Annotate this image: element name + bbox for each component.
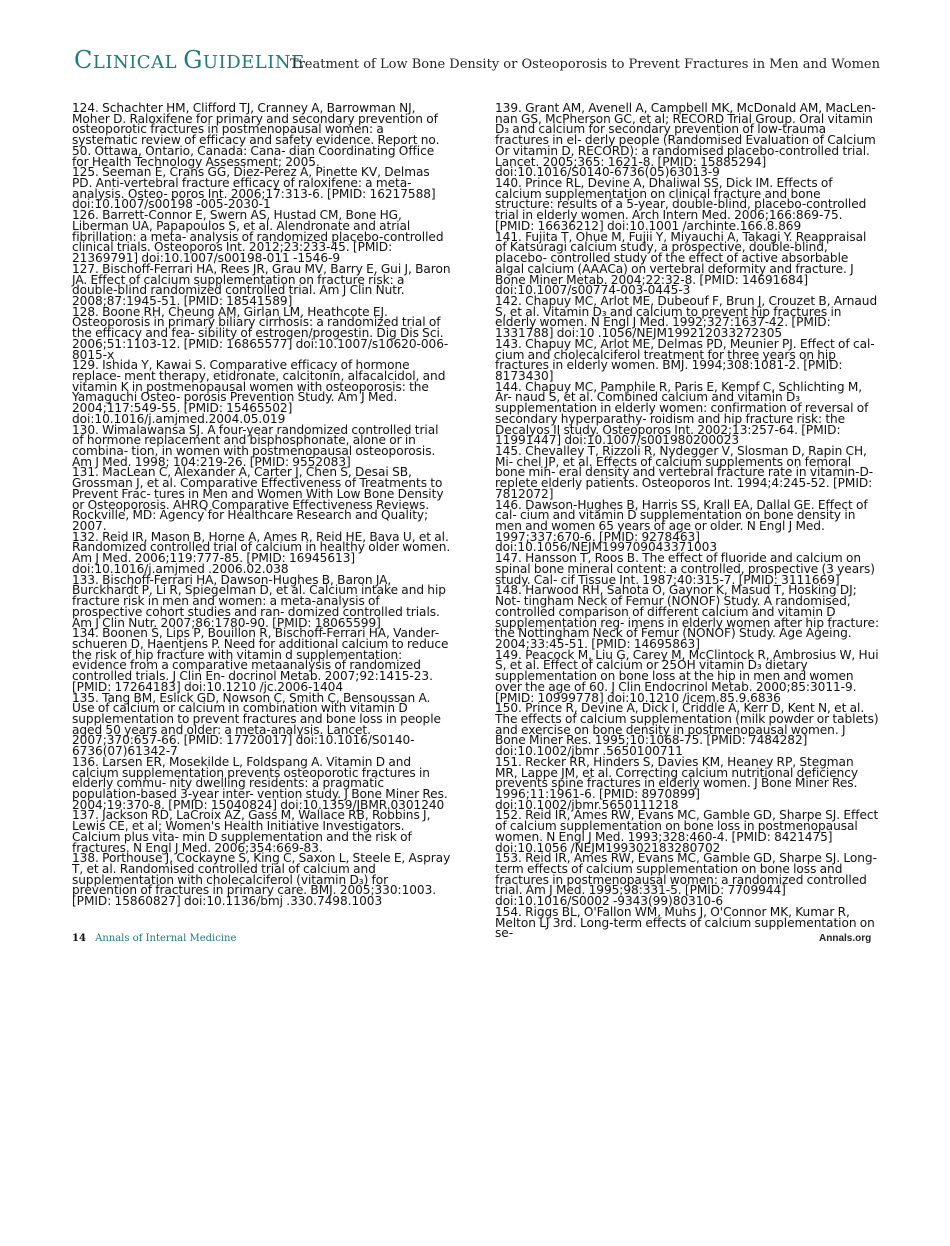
reference-entry: 131. MacLean C, Alexander A, Carter J, Chen S, Desai SB, Grossman J, et al. Comparative Effectiveness of Treatments to Prevent Frac- tures in Men and Women With Low Bone Density or Osteoporosis. AHRQ Comparative Effectiveness Reviews. Rockville, MD: Agency for Healthcare Research and Quality; 2007. [72,465,444,534]
reference-entry: 129. Ishida Y, Kawai S. Comparative efficacy of hormone replace- ment therapy, etidronate, calcitonin, alfacalcidol, and vitamin K in postmenopausal women with osteoporosis: the Yamaguchi Osteo- porosis Prevention Study. Am J Med. 2004;117:549-55. [PMID: 15465502] doi:10.1016/j.amjmed.2004.05.019 [72,358,446,426]
reference-entry: 125. Seeman E, Crans GG, Diez-Perez A, Pinette KV, Delmas PD. Anti-vertebral fracture efficacy of raloxifene: a meta-analysis. Osteo- poros Int. 2006;17:313-6. [PMID: 16217588] doi:10.1007/s00198 -005-2030-1 [72,165,436,212]
running-title: Treatment of Low Bone Density or Osteoporosis to Prevent Fractures in Men and Women [289,57,880,72]
reference-entry: 153. Reid IR, Ames RW, Evans MC, Gamble GD, Sharpe SJ. Long- term effects of calcium supplementation on bone loss and fractures in postmenopausal women: a randomized controlled trial. Am J Med. 1995;98:331-5. [PMID: 7709944] doi:10.1016/S0002 -9343(99)80310-6 [495,851,877,909]
reference-entry: 138. Porthouse J, Cockayne S, King C, Saxon L, Steele E, Aspray T, et al. Randomised controlled trial of calcium and supplementation with cholecalciferol (vitamin D₃) for prevention of fractures in primary care. BMJ. 2005;330:1003. [PMID: 15860827] doi:10.1136/bmj .330.7498.1003 [72,851,451,909]
reference-entry: 144. Chapuy MC, Pamphile R, Paris E, Kempf C, Schlichting M, Ar- naud S, et al. Combined calcium and vitamin D₃ supplementation in elderly women: confirmation of reversal of secondary hyperparathy- roidism and hip fracture risk: the Decalyos II study. Osteoporos Int. 2002;13:257-64. [PMID: 11991447] doi:10.1007/s001980200023 [495,379,869,448]
section-title [74,46,305,74]
page-footer [72,933,452,944]
reference-entry: 152. Reid IR, Ames RW, Evans MC, Gamble GD, Sharpe SJ. Effect of calcium supplementation on bone loss in postmenopausal women. N Engl J Med. 1993;328:460-4. [PMID: 8421475] doi:10.1056 /NEJM199302183280702 [495,808,879,855]
title-part-2: UIDELINE [202,52,305,73]
reference-entry: 142. Chapuy MC, Arlot ME, Dubeouf F, Brun J, Crouzet B, Arnaud S, et al. Vitamin D₃ and calcium to prevent hip fractures in elderly women. N Engl J Med. 1992;327:1637-42. [PMID: 1331788] doi:10 .1056/NEJM199212033272305 [495,293,878,341]
page-header [74,46,880,86]
reference-entry: 126. Barrett-Connor E, Swern AS, Hustad CM, Bone HG, Liberman UA, Papapoulos S, et al. Alendronate and atrial fibrillation: a meta- analysis of randomized placebo-controlled clinical trials. Osteoporos Int. 2012;23:233-45. [PMID: 21369791] doi:10.1007/s00198-011 -1546-9 [72,208,444,266]
reference-entry: 137. Jackson RD, LaCroix AZ, Gass M, Wallace RB, Robbins J, Lewis CE, et al; Women's Health Initiative Investigators. Calcium plus vita- min D supplementation and the risk of fractures. N Engl J Med. 2006;354:669-83. [72,808,431,855]
title-part-1: LINICAL [92,52,184,73]
title-initial-g: G [183,46,203,74]
reference-entry: 127. Bischoff-Ferrari HA, Rees JR, Grau MV, Barry E, Gui J, Baron JA. Effect of calcium supplementation on fracture risk: a double-blind randomized controlled trial. Am J Clin Nutr. 2008;87:1945-51. [PMID: 18541589] [72,261,451,308]
reference-entry: 145. Chevalley T, Rizzoli R, Nydegger V, Slosman D, Rapin CH, Mi- chel JP, et al. Effects of calcium supplements on femoral bone min- eral density and vertebral fracture rate in vitamin-D-replete elderly patients. Osteoporos Int. 1994;4:245-52. [PMID: 7812072] [495,444,874,501]
site-url: Annals.org [819,933,872,944]
reference-entry: 151. Recker RR, Hinders S, Davies KM, Heaney RP, Stegman MR, Lappe JM, et al. Correcting calcium nutritional deficiency prevents spine fractures in elderly women. J Bone Miner Res. 1996;11:1961-6. [PMID: 8970899] doi:10.1002/jbmr.5650111218 [495,754,859,812]
reference-entry: 133. Bischoff-Ferrari HA, Dawson-Hughes B, Baron JA, Burckhardt P, Li R, Spiegelman D, et al. Calcium intake and hip fracture risk in men and women: a meta-analysis of prospective cohort studies and ran- domized controlled trials. Am J Clin Nutr. 2007;86:1780-90. [PMID: 18065599] [72,572,446,630]
title-initial-c: C [74,46,93,74]
reference-entry: 136. Larsen ER, Mosekilde L, Foldspang A. Vitamin D and calcium supplementation prevents osteoporotic fractures in elderly commu- nity dwelling residents: a pragmatic population-based 3-year inter- vention study. J Bone Miner Res. 2004;19:370-8. [PMID: 15040824] doi:10.1359/JBMR.0301240 [72,754,448,812]
reference-entry: 130. Wimalawansa SJ. A four-year randomized controlled trial of hormone replacement and bisphosphonate, alone or in combina- tion, in women with postmenopausal osteoporosis. Am J Med. 1998; 104:219-26. [PMID: 9552083] [72,422,439,469]
reference-entry: 146. Dawson-Hughes B, Harris SS, Krall EA, Dallal GE. Effect of cal- cium and vitamin D supplementation on bone density in men and women 65 years of age or older. N Engl J Med. 1997;337:670-6. [PMID: 9278463] doi:10.1056/NEJM199709043371003 [495,497,868,555]
reference-entry: 141. Fujita T, Ohue M, Fujii Y, Miyauchi A, Takagi Y. Reappraisal of Katsuragi calcium study, a prospective, double-blind, placebo- controlled study of the effect of active absorbable algal calcium (AAACa) on vertebral deformity and fracture. J Bone Miner Metab. 2004;22:32-8. [PMID: 14691684] doi:10.1007/s00774-003-0445-3 [495,229,867,298]
reference-entry: 134. Boonen S, Lips P, Bouillon R, Bischoff-Ferrari HA, Vander- schueren D, Haentjens P. Need for additional calcium to reduce the risk of hip fracture with vitamin d supplementation: evidence from a comparative metaanalysis of randomized controlled trials. J Clin En- docrinol Metab. 2007;92:1415-23. [PMID: 17264183] doi:10.1210 /jc.2006-1404 [72,626,449,694]
reference-entry: 154. Riggs BL, O'Fallon WM, Muhs J, O'Connor MK, Kumar R, Melton LJ 3rd. Long-term effects of calcium supplementation on se- [495,904,875,941]
references-left-column [72,103,452,907]
reference-entry: 150. Prince R, Devine A, Dick I, Criddle A, Kerr D, Kent N, et al. The effects of calcium supplementation (milk powder or tablets) and exercise on bone density in postmenopausal women. J Bone Miner Res. 1995;10:1068-75. [PMID: 7484282] doi:10.1002/jbmr .5650100711 [495,701,879,759]
reference-entry: 143. Chapuy MC, Arlot ME, Delmas PD, Meunier PJ. Effect of cal- cium and cholecalciferol treatment for three years on hip fractures in elderly women. BMJ. 1994;308:1081-2. [PMID: 8173430] [495,336,875,383]
reference-entry: 140. Prince RL, Devine A, Dhaliwal SS, Dick IM. Effects of calcium supplementation on clinical fracture and bone structure: results of a 5-year, double-blind, placebo-controlled trial in elderly women. Arch Intern Med. 2006;166:869-75. [PMID: 16636212] doi:10.1001 /archinte.166.8.869 [495,176,867,233]
reference-entry: 135. Tang BM, Eslick GD, Nowson C, Smith C, Bensoussan A. Use of calcium or calcium in combination with vitamin D supplementation to prevent fractures and bone loss in people aged 50 years and older: a meta-analysis. Lancet. 2007;370:657-66. [PMID: 17720017] doi:10.1016/S0140-6736(07)61342-7 [72,690,441,759]
reference-entry: 149. Peacock M, Liu G, Carey M, McClintock R, Ambrosius W, Hui S, et al. Effect of calcium or 25OH vitamin D₃ dietary supplementation on bone loss at the hip in men and women over the age of 60. J Clin Endocrinol Metab. 2000;85:3011-9. [PMID: 10999778] doi:10.1210 /jcem.85.9.6836 [495,647,879,705]
reference-entry: 132. Reid IR, Mason B, Horne A, Ames R, Reid HE, Bava U, et al. Randomized controlled trial of calcium in healthy older women. Am J Med. 2006;119:777-85. [PMID: 16945613] doi:10.1016/j.amjmed .2006.02.038 [72,529,451,576]
references-right-column [495,103,879,939]
reference-entry: 124. Schachter HM, Clifford TJ, Cranney A, Barrowman NJ, Moher D. Raloxifene for primary and secondary prevention of osteoporotic fractures in postmenopausal women: a systematic review of efficacy and safety evidence. Report no. 50. Ottawa, Ontario, Canada: Cana- dian Coordinating Office for Health Technology Assessment; 2005. [72,101,440,169]
reference-entry: 139. Grant AM, Avenell A, Campbell MK, McDonald AM, MacLen- nan GS, McPherson GC, et al; RECORD Trial Group. Oral vitamin D₃ and calcium for secondary prevention of low-trauma fractures in el- derly people (Randomised Evaluation of Calcium Or vitamin D, RECORD): a randomised placebo-controlled trial. Lancet. 2005;365: 1621-8. [PMID: 15885294] doi:10.1016/S0140-6736(05)63013-9 [495,101,876,180]
reference-entry: 128. Boone RH, Cheung AM, Girlan LM, Heathcote EJ. Osteoporosis in primary biliary cirrhosis: a randomized trial of the efficacy and fea- sibility of estrogen/progestin. Dig Dis Sci. 2006;51:1103-12. [PMID: 16865577] doi:10.1007/s10620-006-8015-x [72,304,449,362]
reference-entry: 148. Harwood RH, Sahota O, Gaynor K, Masud T, Hosking DJ; Not- tingham Neck of Femur (NONOF) Study. A randomised, controlled comparison of different calcium and vitamin D supplementation reg- imens in elderly women after hip fracture: the Nottingham Neck of Femur (NONOF) Study. Age Ageing. 2004;33:45-51. [PMID: 14695863] [495,583,880,651]
page-number: 14 [72,933,86,944]
reference-entry: 147. Hansson T, Roos B. The effect of fluoride and calcium on spinal bone mineral content: a controlled, prospective (3 years) study. Cal- cif Tissue Int. 1987;40:315-7. [PMID: 3111669] [495,551,875,587]
journal-name: Annals of Internal Medicine [95,933,237,944]
